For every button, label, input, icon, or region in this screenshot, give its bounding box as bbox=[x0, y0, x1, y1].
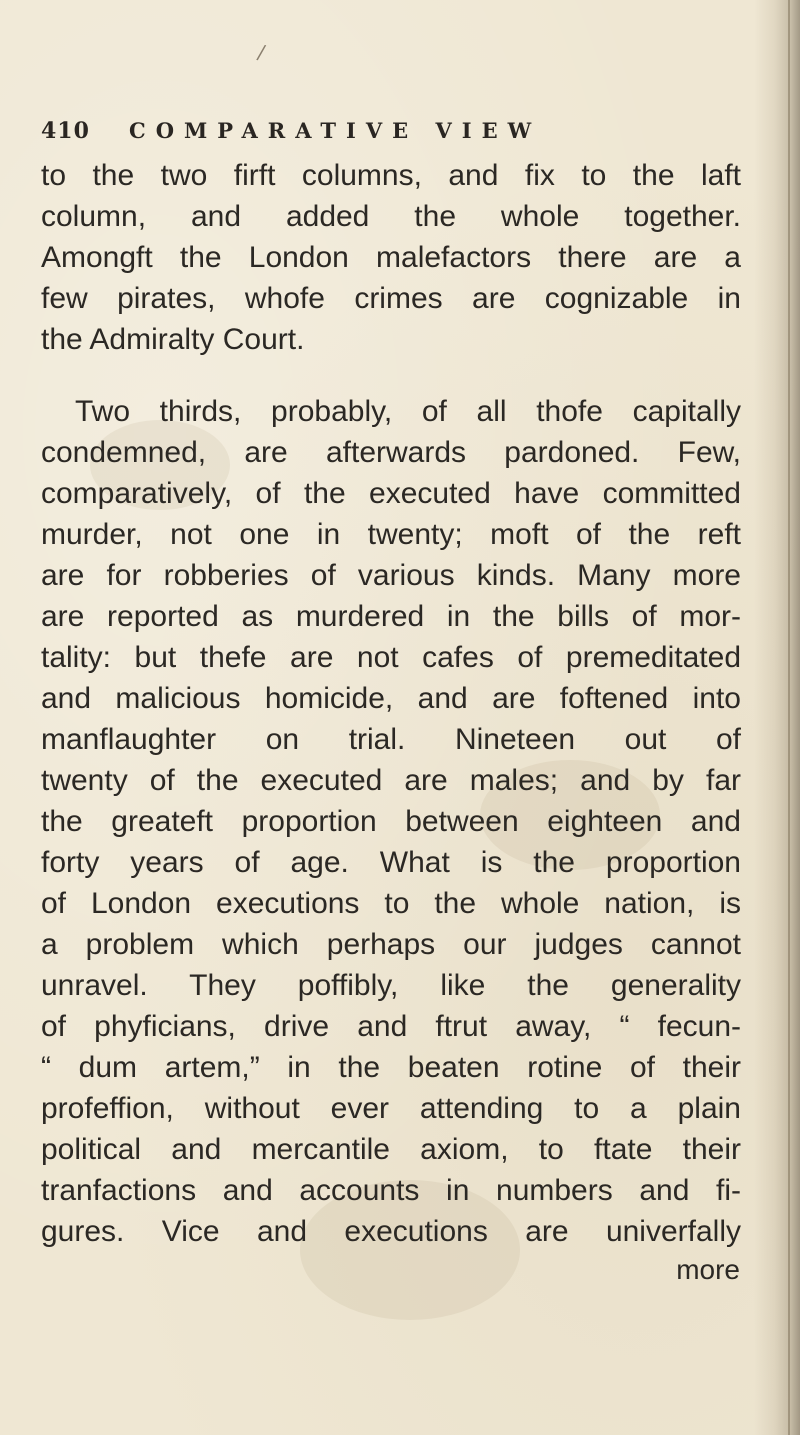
text-line: “ dum artem,” in the beaten rotine of their bbox=[41, 1051, 741, 1084]
text-line: to the two firft columns, and fix to the laft bbox=[41, 159, 741, 192]
text-line: profeffion, without ever attending to a plain bbox=[41, 1092, 741, 1125]
text-line: a problem which perhaps our judges cannot bbox=[41, 928, 741, 961]
text-line: unravel. They poffibly, like the generality bbox=[41, 969, 741, 1002]
page-number: 410 bbox=[41, 118, 90, 144]
page-edge-shadow bbox=[754, 0, 800, 1435]
page-edge-line bbox=[788, 0, 790, 1435]
text-line: gures. Vice and executions are univerfally bbox=[41, 1215, 741, 1248]
text-line: the Admiralty Court. bbox=[41, 323, 305, 356]
text-line: of London executions to the whole nation, is bbox=[41, 887, 741, 920]
text-line: tranfactions and accounts in numbers and fi- bbox=[41, 1174, 741, 1207]
text-line: of phyficians, drive and ftrut away, “ fecun- bbox=[41, 1010, 741, 1043]
text-line: political and mercantile axiom, to ftate their bbox=[41, 1133, 741, 1166]
running-head bbox=[41, 118, 741, 154]
text-line: manflaughter on trial. Nineteen out of bbox=[41, 723, 741, 756]
text-line: and malicious homicide, and are foftened into bbox=[41, 682, 741, 715]
text-line: few pirates, whofe crimes are cognizable in bbox=[41, 282, 741, 315]
text-line: comparatively, of the executed have committed bbox=[41, 477, 741, 510]
text-line: the greateft proportion between eighteen and bbox=[41, 805, 741, 838]
paragraph-1 bbox=[41, 155, 741, 360]
body-text bbox=[41, 155, 741, 1252]
text-line: Amongft the London malefactors there are a bbox=[41, 241, 741, 274]
text-line: tality: but thefe are not cafes of premeditated bbox=[41, 641, 741, 674]
catchword: more bbox=[676, 1254, 740, 1285]
text-line: murder, not one in twenty; moft of the reft bbox=[41, 518, 741, 551]
text-line: twenty of the executed are males; and by far bbox=[41, 764, 741, 797]
text-line: condemned, are afterwards pardoned. Few, bbox=[41, 436, 741, 469]
text-line: forty years of age. What is the proportion bbox=[41, 846, 741, 879]
running-title: COMPARATIVE VIEW bbox=[129, 118, 542, 143]
text-line: column, and added the whole together. bbox=[41, 200, 741, 233]
text-line: are reported as murdered in the bills of mor- bbox=[41, 600, 741, 633]
text-line: are for robberies of various kinds. Many more bbox=[41, 559, 741, 592]
text-line: Two thirds, probably, of all thofe capitally bbox=[75, 395, 741, 428]
paragraph-2 bbox=[41, 391, 741, 1252]
stray-ink-mark: / bbox=[255, 39, 268, 65]
